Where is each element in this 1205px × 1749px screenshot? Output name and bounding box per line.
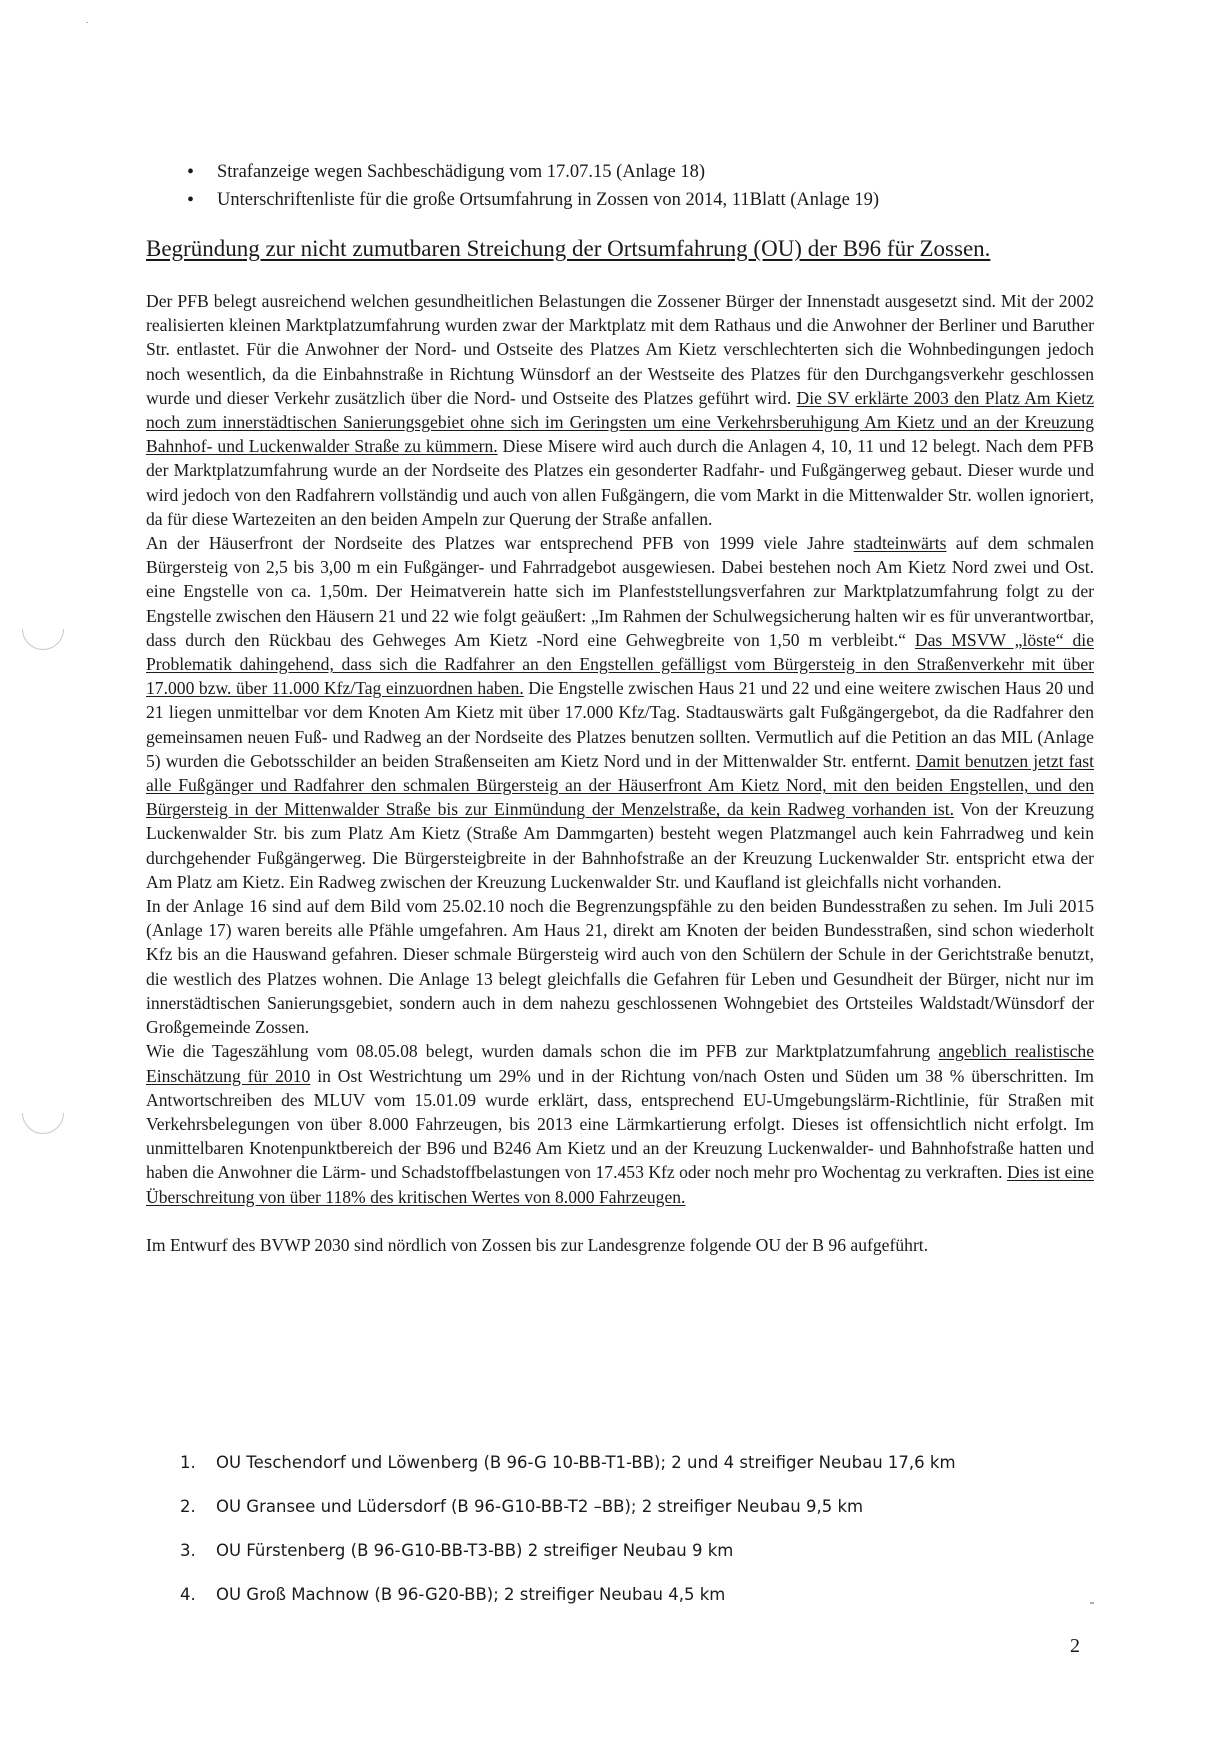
underlined-text: Dies ist eine Überschreitung von über 118% des kritischen Wertes von 8.000 Fahrzeugen.	[146, 1162, 1094, 1207]
ou-number: 4.	[180, 1585, 196, 1604]
underlined-text: Damit benutzen jetzt fast alle Fußgänger und Radfahrer den schmalen Bürgersteig an der Häuserfront Am Kietz Nord, mit den beiden Engstellen, und den Bürgersteig in der Mittenwalder Straße bis zur Einmündung der Menzelstraße, da kein Radweg vorhanden ist.	[146, 750, 1095, 820]
attachment-item: • Unterschriftenliste für die große Ortsumfahrung in Zossen von 2014, 11Blatt (Anlage 19)	[145, 186, 879, 214]
attachment-item: • Strafanzeige wegen Sachbeschädigung vom 17.07.15 (Anlage 18)	[145, 158, 879, 186]
punch-hole-mark	[22, 608, 64, 650]
ou-number: 1.	[180, 1453, 196, 1472]
text-run: Von der Kreuzung Luckenwalder Str. bis zum Platz Am Kietz (Straße Am Dammgarten) besteht wegen Platzmangel auch kein Fahrradweg und kein durchgehender Fußgängerweg. Die Bürgersteigbreite in der Bahnhofstraße an der Kreuzung Luckenwalder Str. entspricht etwa der Am Platz am Kietz. Ein Radweg zwischen der Kreuzung Luckenwalder Str. und Kaufland ist gleichfalls nicht vorhanden.	[146, 799, 1094, 892]
text-run: An der Häuserfront der Nordseite des Platzes war entsprechend PFB von 1999 viele Jahre	[146, 533, 854, 554]
body-text	[146, 289, 1094, 1257]
ou-list-item	[146, 1580, 956, 1624]
ou-list-item	[146, 1492, 956, 1536]
paragraph	[146, 531, 1094, 894]
text-run: Die Engstelle zwischen Haus 21 und 22 und eine weitere zwischen Haus 20 und 21 liegen unmittelbar vor dem Knoten Am Kietz mit über 17.000 Kfz/Tag. Stadtauswärts galt Fußgängergebot, da die Radfahrer den gemeinsamen neuen Fuß- und Radweg an der Nordseite des Platzes benutzen sollten. Vermutlich auf die Petition an das MIL (Anlage 5) wurden die Gebotsschilder an beiden Straßenseiten am Kietz Nord und in der Mittenwalder Str. entfernt.	[146, 678, 1094, 771]
underlined-text: stadteinwärts	[853, 533, 947, 554]
ou-list-item	[146, 1448, 956, 1492]
scan-speck	[86, 22, 88, 23]
ou-number: 2.	[180, 1497, 196, 1516]
text-run: in Ost Westrichtung um 29% und in der Richtung von/nach Osten und Süden um 38 % überschritten. Im Antwortschreiben des MLUV vom 15.01.09 wurde erklärt, dass, entsprechend EU-Umgebungslärm-Richtlinie, für Straßen mit Verkehrsbelegungen von über 8.000 Fahrzeugen, bis 2013 eine Lärmkartierung erfolgt. Dieses ist offensichtlich nicht erfolgt. Im unmittelbaren Knotenpunktbereich der B96 und B246 Am Kietz und an der Kreuzung Luckenwalder- und Bahnhofstraße hatten und haben die Anwohner die Lärm- und Schadstoffbelastungen von 17.453 Kfz oder noch mehr pro Wochentag zu verkraften.	[146, 1065, 1094, 1183]
scan-speck	[1090, 1602, 1094, 1604]
ou-text: OU Teschendorf und Löwenberg (B 96-G 10-BB-T1-BB); 2 und 4 streifiger Neubau 17,6 km	[216, 1453, 956, 1472]
punch-hole-mark	[22, 1092, 64, 1134]
underlined-text: angeblich realistische Einschätzung für 2010	[146, 1041, 1094, 1086]
text-run: Wie die Tageszählung vom 08.05.08 belegt, wurden damals schon die im PFB zur Marktplatzumfahrung	[146, 1041, 939, 1062]
underlined-text: Das MSVW „löste“ die Problematik dahingehend, dass sich die Radfahrer an den Engstellen gefälligst vom Bürgersteig in den Straßenverkehr mit über 17.000 bzw. über 11.000 Kfz/Tag einzuordnen haben.	[146, 629, 1094, 699]
text-run: Der PFB belegt ausreichend welchen gesundheitlichen Belastungen die Zossener Bürger der Innenstadt ausgesetzt sind. Mit der 2002 realisierten kleinen Marktplatzumfahrung wurden zwar der Marktplatz mit dem Rathaus und die Anwohner der Berliner und Baruther Str. entlastet. Für die Anwohner der Nord- und Ostseite des Platzes Am Kietz verschlechterten sich die Wohnbedingungen jedoch noch wesentlich, da die Einbahnstraße in Richtung Wünsdorf an der Westseite des Platzes für den Durchgangsverkehr geschlossen wurde und dieser Verkehr zusätzlich über die Nord- und Ostseite des Platzes geführt wird.	[146, 291, 1094, 408]
paragraph	[146, 1039, 1094, 1208]
section-heading: Begründung zur nicht zumutbaren Streichung der Ortsumfahrung (OU) der B96 für Zossen.	[146, 236, 991, 261]
page-number: 2	[1070, 1635, 1080, 1657]
underlined-text: Die SV erklärte 2003 den Platz Am Kietz noch zum innerstädtischen Sanierungsgebiet ohne sich im Geringsten um eine Verkehrsberuhigung Am Kietz und an der Kreuzung Bahnhof- und Luckenwalder Straße zu kümmern.	[146, 387, 1094, 457]
ou-list-item	[146, 1536, 956, 1580]
ou-list	[146, 1448, 956, 1624]
ou-text: OU Fürstenberg (B 96-G10-BB-T3-BB) 2 streifiger Neubau 9 km	[216, 1541, 734, 1560]
paragraph: Im Entwurf des BVWP 2030 sind nördlich von Zossen bis zur Landesgrenze folgende OU der B 96 aufgeführt.	[146, 1234, 929, 1255]
paragraph	[146, 289, 1094, 531]
ou-text: OU Gransee und Lüdersdorf (B 96-G10-BB-T2 –BB); 2 streifiger Neubau 9,5 km	[216, 1497, 864, 1516]
text-run: Diese Misere wird auch durch die Anlagen 4, 10, 11 und 12 belegt. Nach dem PFB der Marktplatzumfahrung wurde an der Nordseite des Platzes ein gesonderter Radfahr- und Fußgängerweg gebaut. Dieser wurde und wird jedoch von den Radfahrern vollständig und auch von allen Fußgängern, die vom Markt in die Mittenwalder Str. wollen ignoriert, da für diese Wartezeiten an den beiden Ampeln zur Querung der Straße anfallen.	[146, 436, 1094, 529]
attachment-list	[145, 158, 879, 214]
ou-text: OU Groß Machnow (B 96-G20-BB); 2 streifiger Neubau 4,5 km	[216, 1585, 726, 1604]
ou-number: 3.	[180, 1541, 196, 1560]
paragraph: In der Anlage 16 sind auf dem Bild vom 25.02.10 noch die Begrenzungspfähle zu den beiden Bundesstraßen zu sehen. Im Juli 2015 (Anlage 17) waren bereits alle Pfähle umgefahren. Am Haus 21, direkt am Knoten der beiden Bundesstraßen, sind schon wiederholt Kfz bis an die Hauswand gefahren. Dieser schmale Bürgersteig wird auch von den Schülern der Schule in der Gerichtstraße benutzt, die westlich des Platzes wohnen. Die Anlage 13 belegt gleichfalls die Gefahren für Leben und Gesundheit der Bürger, nicht nur im innerstädtischen Sanierungsgebiet, sondern auch in dem nahezu geschlossenen Wohngebiet des Ortsteiles Waldstadt/Wünsdorf der Großgemeinde Zossen.	[146, 896, 1094, 1038]
text-run: auf dem schmalen Bürgersteig von 2,5 bis 3,00 m ein Fußgänger- und Fahrradgebot ausgewiesen. Dabei bestehen noch Am Kietz Nord zwei und Ost. eine Engstelle von ca. 1,50m. Der Heimatverein hatte sich im Planfeststellungsverfahren zur Marktplatzumfahrung folgt zu der Engstelle zwischen den Häusern 21 und 22 wie folgt geäußert: „Im Rahmen der Schulwegsicherung halten wir es für unverantwortbar, dass durch den Rückbau des Gehweges Am Kietz -Nord eine Gehwegbreite von 1,50 m verbleibt.“	[146, 533, 1094, 650]
